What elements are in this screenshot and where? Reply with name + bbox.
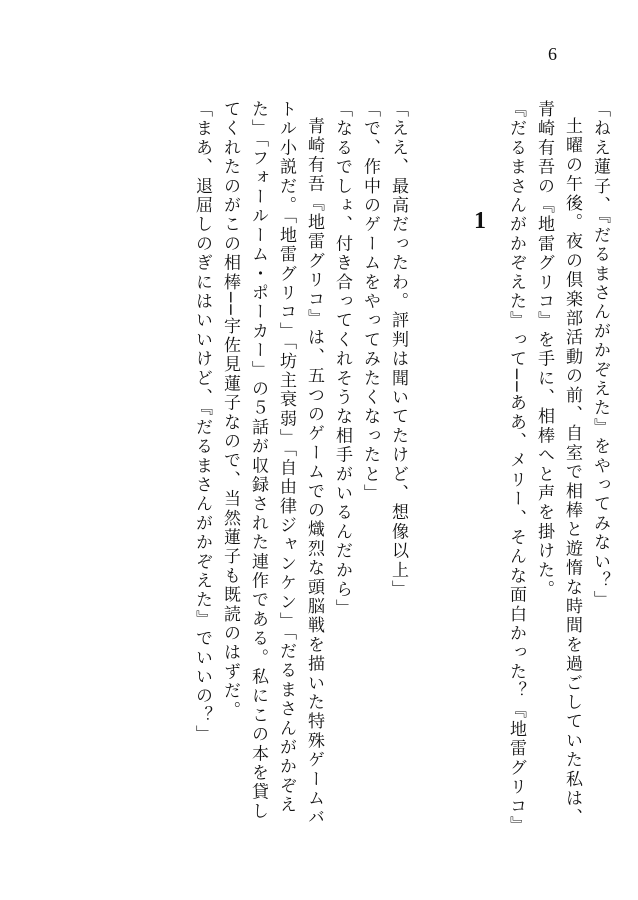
paragraph: 『だるまさんがかぞえた』って──ああ、メリー、そんな面白かった？『地雷グリコ』 [506,100,526,836]
paragraph: 土曜の午後。夜の倶楽部活動の前、自室で相棒と遊惰な時間を過ごしていた私は、青崎有吾の『地雷グリコ』を手に、相棒へと声を掛けた。 [534,100,582,828]
paragraph: 「で、作中のゲームをやってみたくなったと」 [360,100,380,504]
paragraph: 青崎有吾『地雷グリコ』は、五つのゲームでの熾烈な頭脳戦を描いた特殊ゲームバトル小説だ。「地雷グリコ」「坊主衰弱」「自由律ジャンケン」「だるまさんがかぞえた」「フォールーム・ポーカー」の５話が収録された連作である。私にこの本を貸してくれたのがこの相棒──宇佐見蓮子なので、当然蓮子も既読のはずだ。 [220,100,324,828]
paragraph: 「まあ、退屈しのぎにはいいけど、『だるまさんがかぞえた』でいいの？」 [192,100,212,745]
paragraph: 「ええ、最高だったわ。評判は聞いてたけど、想像以上」 [388,100,408,600]
body-text-left [19,100,412,840]
chapter-number: 1 [474,208,486,234]
page-number: 6 [548,44,557,64]
paragraph: 「なるでしょ、付き合ってくれそうな相手がいるんだから」 [332,100,352,619]
paragraph: 「ねえ蓮子、『だるまさんがかぞえた』をやってみない？」 [590,100,610,610]
body-text-right [424,100,614,840]
